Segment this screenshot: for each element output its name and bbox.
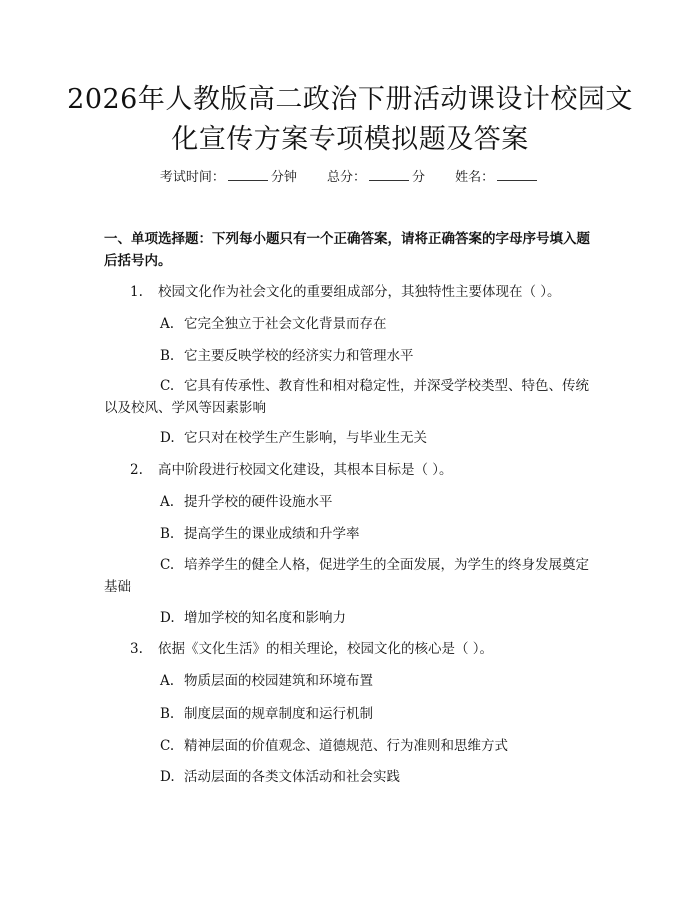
question-number: 2. (130, 462, 143, 478)
option-letter: A. (160, 494, 175, 510)
q3-option-a (160, 670, 373, 692)
name-blank (497, 168, 537, 181)
question-text: 校园文化作为社会文化的重要组成部分，其独特性主要体现在（ ）。 (158, 284, 561, 300)
option-text: 活动层面的各类文体活动和社会实践 (184, 769, 400, 785)
name-field (455, 170, 540, 185)
q2-option-a (160, 491, 333, 513)
question-text: 依据《文化生活》的相关理论，校园文化的核心是（ ）。 (158, 641, 494, 657)
total-score-unit: 分 (412, 170, 426, 185)
question-2 (130, 459, 453, 481)
question-number: 1. (130, 284, 143, 300)
exam-time-blank (228, 168, 268, 181)
option-text: 它完全独立于社会文化背景而存在 (184, 316, 387, 332)
q3-option-b (160, 703, 373, 725)
option-letter: D. (160, 769, 175, 785)
exam-time-field (160, 170, 297, 185)
exam-time-unit: 分钟 (270, 170, 297, 185)
option-letter: D. (160, 430, 175, 446)
q1-option-b (160, 345, 414, 367)
option-text: 它主要反映学校的经济实力和管理水平 (184, 348, 414, 364)
option-letter: A. (160, 673, 175, 689)
q3-option-d (160, 766, 400, 788)
option-text: 增加学校的知名度和影响力 (184, 610, 346, 626)
section-heading: 一、单项选择题：下列每小题只有一个正确答案，请将正确答案的字母序号填入题后括号内。 (104, 231, 590, 269)
option-letter: C. (160, 557, 175, 573)
total-score-label: 总分： (326, 170, 366, 185)
total-score-field (327, 170, 425, 185)
option-text: 提高学生的课业成绩和升学率 (184, 526, 360, 542)
q1-option-d (160, 427, 427, 449)
option-text: 培养学生的健全人格，促进学生的全面发展，为学生的终身发展奠定基础 (104, 557, 589, 595)
q2-option-b (160, 523, 360, 545)
page-title: 2026年人教版高二政治下册活动课设计校园文化宣传方案专项模拟题及答案 (67, 84, 633, 155)
q1-option-c (104, 375, 594, 419)
q2-option-d (160, 607, 346, 629)
option-letter: B. (160, 706, 175, 722)
option-text: 制度层面的规章制度和运行机制 (184, 706, 373, 722)
question-number: 3. (130, 641, 143, 657)
question-3 (130, 638, 493, 660)
option-letter: B. (160, 348, 175, 364)
exam-info-line (0, 168, 700, 187)
name-label: 姓名： (455, 170, 495, 185)
option-text: 它只对在校学生产生影响，与毕业生无关 (184, 430, 427, 446)
question-1 (130, 281, 561, 303)
total-score-blank (369, 168, 409, 181)
option-letter: D. (160, 610, 175, 626)
q1-option-a (160, 313, 387, 335)
q3-option-c (160, 735, 508, 757)
option-letter: C. (160, 378, 175, 394)
question-text: 高中阶段进行校园文化建设，其根本目标是（ ）。 (158, 462, 453, 478)
option-letter: C. (160, 738, 175, 754)
option-letter: A. (160, 316, 175, 332)
option-text: 物质层面的校园建筑和环境布置 (184, 673, 373, 689)
option-text: 它具有传承性、教育性和相对稳定性，并深受学校类型、特色、传统以及校风、学风等因素影响 (104, 378, 589, 416)
q2-option-c (104, 554, 594, 598)
option-text: 提升学校的硬件设施水平 (184, 494, 333, 510)
exam-time-label: 考试时间： (159, 170, 225, 185)
option-letter: B. (160, 526, 175, 542)
option-text: 精神层面的价值观念、道德规范、行为准则和思维方式 (184, 738, 508, 754)
